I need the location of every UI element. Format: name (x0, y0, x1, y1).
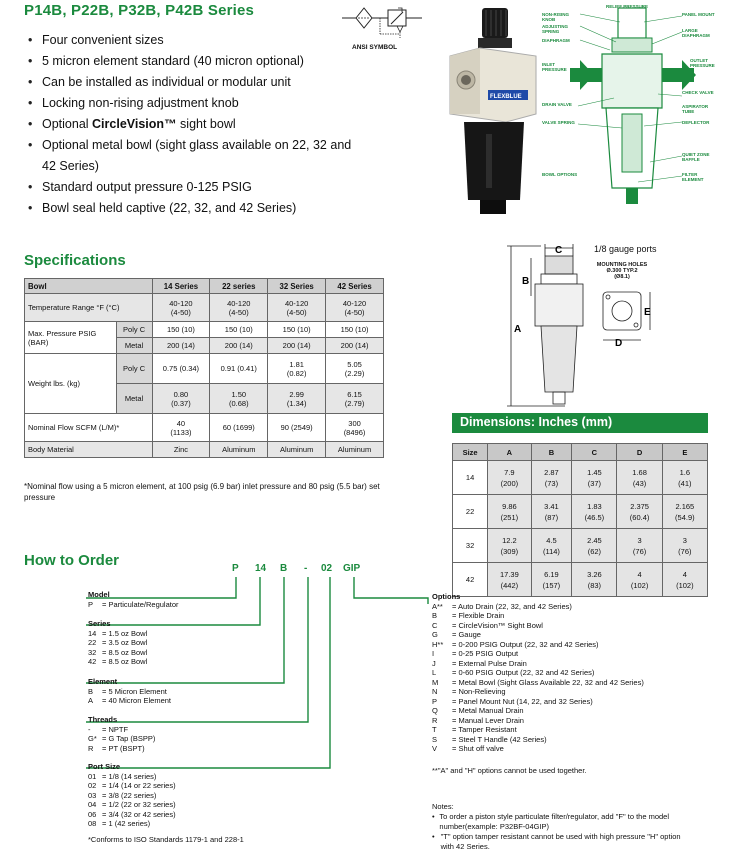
spec-label-flow: Nominal Flow SCFM (L/M)* (25, 414, 153, 442)
group-item-code: 01 (88, 771, 97, 781)
bullet-icon: • (432, 832, 435, 841)
group-item-code: V (432, 744, 438, 753)
spec-cell: 200 (14) (326, 338, 384, 354)
cutaway-diagram (540, 2, 720, 212)
callout-relief: RELIEF PRESSURE (606, 4, 649, 9)
callout-large-diaphragm: LARGE DIAPHRAGM (682, 28, 710, 38)
group-item (88, 810, 176, 820)
group-item-code: J (432, 658, 436, 668)
spec-cell: 60 (1699) (210, 414, 268, 442)
feature-text: sight bowl (176, 117, 236, 131)
spec-cell: 0.80 (0.37) (152, 384, 210, 414)
group-item (88, 638, 147, 648)
group-item-desc: = Non-Relieving (452, 687, 506, 696)
spec-row-flow (25, 414, 384, 442)
group-item-code: G* (88, 734, 97, 743)
group-item (432, 668, 644, 678)
dims-row (453, 529, 708, 563)
dims-cell: 6.19 (157) (531, 563, 572, 597)
group-item-desc: = 1/8 (14 series) (102, 771, 157, 781)
group-item (432, 687, 644, 697)
spec-cell: 40-120 (4-50) (268, 294, 326, 322)
group-item-desc: = 1/2 (22 or 32 series) (102, 800, 176, 809)
feature-item (28, 114, 368, 135)
spec-header-32: 32 Series (268, 279, 326, 294)
feature-item (28, 177, 368, 198)
how-to-order-title: How to Order (24, 552, 120, 569)
spec-cell: 6.15 (2.79) (326, 384, 384, 414)
feature-text: Optional (42, 117, 93, 131)
group-heading: Options (432, 592, 461, 601)
group-item (88, 696, 171, 706)
group-item-code: R (88, 743, 94, 753)
dims-header-e: E (662, 444, 707, 461)
group-item-desc: = 0-25 PSIG Output (452, 649, 519, 658)
feature-item (28, 51, 368, 72)
callout-deflector: DEFLECTOR (682, 120, 710, 125)
spec-cell: 0.91 (0.41) (210, 354, 268, 384)
order-notes (432, 802, 692, 852)
dimensions-table (452, 443, 708, 597)
group-item (432, 697, 644, 707)
group-item-desc: = 1/4 (14 or 22 series) (102, 781, 176, 790)
group-item-code: 04 (88, 800, 97, 809)
group-item-desc: = Tamper Resistant (452, 725, 517, 734)
group-item (432, 706, 644, 716)
mounting-holes-label: MOUNTING HOLES Ø.300 TYP.2 (Ø8.1) (596, 262, 648, 280)
feature-item (28, 72, 368, 93)
dims-cell: 12.2 (309) (488, 529, 531, 563)
dims-header-c: C (572, 444, 617, 461)
dims-cell: 3 (76) (617, 529, 662, 563)
spec-cell: Aluminum (268, 442, 326, 458)
group-item (88, 772, 176, 782)
group-item-desc: = 3/8 (22 series) (102, 790, 157, 800)
spec-cell: 200 (14) (268, 338, 326, 354)
group-item (432, 744, 644, 754)
group-item-desc: = Steel T Handle (42 Series) (452, 734, 547, 744)
feature-text: 5 micron element standard (40 micron optional) (42, 54, 304, 68)
group-item (88, 629, 147, 639)
group-item-code: I (432, 649, 435, 658)
group-item-desc: = 3/4 (32 or 42 series) (102, 809, 176, 819)
group-item-code: A** (432, 601, 443, 611)
group-item (432, 716, 644, 726)
group-item-desc: = Flexible Drain (452, 611, 505, 620)
group-item (88, 800, 176, 810)
callout-drain-valve: DRAIN VALVE (542, 102, 572, 107)
spec-cell: 300 (8496) (326, 414, 384, 442)
group-item (432, 630, 644, 640)
spec-cell: 0.75 (0.34) (152, 354, 210, 384)
order-group-port-size (88, 762, 176, 829)
group-item-desc: = 0-60 PSIG Output (22, 32 and 42 Series) (452, 668, 595, 677)
feature-text: Standard output pressure 0-125 PSIG (42, 180, 252, 194)
dim-letter-a: A (514, 324, 522, 335)
dims-cell: 3.41 (87) (531, 495, 572, 529)
group-item-desc: = Panel Mount Nut (14, 22, and 32 Series) (452, 696, 593, 706)
dims-cell: 1.83 (46.5) (572, 495, 617, 529)
feature-item (28, 156, 368, 177)
dims-cell: 3 (76) (662, 529, 707, 563)
dims-cell: 2.375 (60.4) (617, 495, 662, 529)
group-heading: Port Size (88, 762, 121, 771)
order-code-series: 14 (255, 563, 267, 574)
feature-bold-text: CircleVision™ (92, 117, 177, 131)
group-item-desc: = NPTF (102, 724, 129, 734)
group-item (88, 791, 176, 801)
spec-cell: 150 (10) (152, 322, 210, 338)
group-item-desc: = G Tap (BSPP) (102, 734, 156, 743)
callout-baffle: QUIET ZONE BAFFLE (682, 152, 710, 162)
order-code-options: GIP (343, 563, 361, 574)
spec-cell: Aluminum (326, 442, 384, 458)
feature-item (28, 30, 368, 51)
group-item-desc: = Metal Bowl (Sight Glass Available 22, 32 and 42 Series) (452, 677, 644, 687)
dims-size-cell: 14 (453, 461, 488, 495)
group-item-desc: = 1 (42 series) (102, 819, 151, 828)
specifications-title: Specifications (24, 252, 126, 269)
spec-cell: 40-120 (4-50) (152, 294, 210, 322)
callout-filter: FILTER ELEMENT (682, 172, 704, 182)
dims-row (453, 495, 708, 529)
group-item-desc: = Metal Manual Drain (452, 706, 524, 715)
group-item (432, 621, 644, 631)
dims-cell: 1.68 (43) (617, 461, 662, 495)
feature-text: Optional metal bowl (sight glass available on 22, 32 and (42, 138, 352, 152)
order-code-element: B (280, 563, 288, 574)
spec-cell: 200 (14) (210, 338, 268, 354)
group-heading: Model (88, 590, 110, 599)
spec-cell: Zinc (152, 442, 210, 458)
spec-cell: 1.81 (0.82) (268, 354, 326, 384)
callout-spring: ADJUSTING SPRING (542, 24, 569, 34)
bullet-icon: • (432, 812, 435, 821)
group-item-desc: = 5 Micron Element (102, 686, 167, 696)
spec-row-temperature (25, 294, 384, 322)
spec-cell: 90 (2549) (268, 414, 326, 442)
callout-outlet: OUTLET PRESSURE (690, 58, 715, 68)
dims-row (453, 461, 708, 495)
page-title: P14B, P22B, P32B, P42B Series (24, 2, 255, 19)
group-item (432, 649, 644, 659)
spec-label-weight: Weight lbs. (kg) (25, 354, 117, 414)
group-item (432, 678, 644, 688)
group-heading: Series (88, 619, 111, 628)
group-item-code: P (432, 696, 438, 706)
spec-cell: 40 (1133) (152, 414, 210, 442)
dims-cell: 4 (102) (662, 563, 707, 597)
callout-knob: NON-RISING KNOB (542, 12, 569, 22)
callout-panel-mount: PANEL MOUNT (682, 12, 715, 17)
feature-item (28, 198, 368, 219)
group-item-desc: = 8.5 oz Bowl (102, 647, 148, 657)
group-item-code: 22 (88, 638, 97, 647)
feature-item (28, 93, 368, 114)
group-item-code: P (88, 599, 94, 609)
spec-label-material: Body Material (25, 442, 153, 458)
spec-header-row (25, 279, 384, 294)
dims-cell: 3.26 (83) (572, 563, 617, 597)
spec-sub-poly: Poly C (116, 322, 152, 338)
group-item (432, 735, 644, 745)
callout-check-valve: CHECK VALVE (682, 90, 714, 95)
dims-header-b: B (531, 444, 572, 461)
group-item-code: N (432, 687, 438, 696)
group-item-code: 06 (88, 809, 97, 819)
spec-cell: 150 (10) (268, 322, 326, 338)
dims-cell: 1.45 (37) (572, 461, 617, 495)
group-item-code: - (88, 724, 91, 734)
group-item (432, 611, 644, 621)
group-item-code: 03 (88, 790, 97, 800)
group-item-desc: = Manual Lever Drain (452, 715, 524, 725)
spec-row-material (25, 442, 384, 458)
order-group-threads (88, 715, 155, 753)
group-item-desc: = 1.5 oz Bowl (102, 628, 148, 638)
spec-header-14: 14 Series (152, 279, 210, 294)
dim-letter-c: C (555, 245, 563, 256)
group-item-code: S (432, 734, 438, 744)
group-item-desc: = Shut off valve (452, 744, 504, 753)
spec-header-bowl: Bowl (25, 279, 153, 294)
order-code-port: 02 (321, 563, 333, 574)
order-group-series (88, 619, 147, 667)
group-item-code: G (432, 630, 438, 639)
spec-cell: 40-120 (4-50) (210, 294, 268, 322)
group-item-desc: = 40 Micron Element (102, 696, 171, 705)
spec-footnote: *Nominal flow using a 5 micron element, at 100 psig (6.9 bar) inlet pressure and 80 psig (5.5 bar) set pressure (24, 482, 380, 502)
dims-size-cell: 22 (453, 495, 488, 529)
group-item-code: M (432, 677, 439, 687)
gauge-ports-label: 1/8 gauge ports (594, 244, 657, 254)
dims-cell: 2.87 (73) (531, 461, 572, 495)
spec-cell: 150 (10) (326, 322, 384, 338)
group-item-desc: = External Pulse Drain (452, 658, 527, 668)
group-item (88, 744, 155, 754)
dim-letter-e: E (644, 307, 651, 318)
group-item (88, 725, 155, 735)
feature-text: Bowl seal held captive (22, 32, and 42 Series) (42, 201, 297, 215)
spec-label-temperature: Temperature Range °F (°C) (25, 294, 153, 322)
dims-cell: 1.6 (41) (662, 461, 707, 495)
group-item (88, 657, 147, 667)
callout-aspirator: ASPIRATOR TUBE (682, 104, 709, 114)
callout-diaphragm: DIAPHRAGM (542, 38, 570, 43)
callout-valve-spring: VALVE SPRING (542, 120, 575, 125)
dims-cell: 2.165 (54.9) (662, 495, 707, 529)
group-item-code: 08 (88, 819, 97, 828)
dim-letter-d: D (615, 338, 623, 349)
order-group-model (88, 590, 179, 609)
group-item-code: B (88, 686, 94, 696)
spec-row-pressure-poly (25, 322, 384, 338)
order-code-threads: - (304, 563, 308, 574)
group-item-code: Q (432, 706, 438, 715)
spec-cell: 40-120 (4-50) (326, 294, 384, 322)
dims-header-row (453, 444, 708, 461)
group-item-code: B (432, 611, 438, 620)
callout-bowl-options: BOWL OPTIONS (542, 172, 578, 177)
group-item-code: C (432, 620, 438, 630)
group-item (88, 648, 147, 658)
group-item-desc: = Particulate/Regulator (102, 599, 179, 609)
note-item (432, 812, 692, 832)
feature-text: Can be installed as individual or modular unit (42, 75, 291, 89)
dims-header-size: Size (453, 444, 488, 461)
dims-cell: 7.9 (200) (488, 461, 531, 495)
spec-sub-metal: Metal (116, 384, 152, 414)
dims-cell: 4 (102) (617, 563, 662, 597)
product-image (440, 4, 540, 219)
dims-cell: 17.39 (442) (488, 563, 531, 597)
group-item-code: A (88, 696, 94, 705)
callout-inlet: INLET PRESSURE (542, 62, 567, 72)
dims-size-cell: 32 (453, 529, 488, 563)
feature-item (28, 135, 368, 156)
spec-header-42: 42 Series (326, 279, 384, 294)
spec-cell: 1.50 (0.68) (210, 384, 268, 414)
group-item-code: R (432, 715, 438, 725)
dim-letter-b: B (522, 276, 530, 287)
feature-text: Locking non-rising adjustment knob (42, 96, 239, 110)
spec-sub-metal: Metal (116, 338, 152, 354)
group-heading: Element (88, 677, 118, 686)
group-item-desc: = 0-200 PSIG Output (22, 32 and 42 Series) (452, 639, 599, 649)
group-item (432, 640, 644, 650)
spec-cell: Aluminum (210, 442, 268, 458)
dims-header-a: A (488, 444, 531, 461)
group-item (88, 687, 171, 697)
note-text: To order a piston style particulate filter/regulator, add "F" to the model number(example: P32BF-04GIP) (439, 812, 670, 831)
group-item (432, 602, 644, 612)
ansi-symbol-label: ANSI SYMBOL (352, 44, 398, 51)
group-item-desc: = CircleVision™ Sight Bowl (452, 620, 543, 630)
group-item-code: 32 (88, 647, 97, 657)
spec-header-22: 22 series (210, 279, 268, 294)
spec-sub-poly: Poly C (116, 354, 152, 384)
feature-text: Four convenient sizes (42, 33, 164, 47)
group-item-desc: = Auto Drain (22, 32, and 42 Series) (452, 601, 572, 611)
options-note: **"A" and "H" options cannot be used together. (432, 766, 587, 775)
dims-cell: 2.45 (62) (572, 529, 617, 563)
group-item-desc: = Gauge (452, 630, 481, 639)
group-heading: Threads (88, 715, 118, 724)
note-text: "T" option tamper resistant cannot be used with high pressure "H" option with 42 Series. (440, 832, 681, 851)
iso-note: *Conforms to ISO Standards 1179-1 and 228-1 (88, 835, 244, 844)
group-item-desc: = 8.5 oz Bowl (102, 657, 148, 666)
feature-list (28, 30, 368, 219)
group-item-code: 42 (88, 657, 97, 666)
spec-cell: 2.99 (1.34) (268, 384, 326, 414)
group-item (432, 725, 644, 735)
group-item (88, 819, 176, 829)
dims-header-d: D (617, 444, 662, 461)
order-group-options (432, 592, 644, 754)
product-brand-label: FLEXBLUE (490, 94, 522, 100)
order-group-element (88, 677, 171, 706)
group-item-code: 02 (88, 781, 97, 790)
feature-text: 42 Series) (42, 159, 99, 173)
specifications-table (24, 278, 384, 458)
notes-title: Notes: (432, 802, 454, 811)
dims-size-cell: 42 (453, 563, 488, 597)
spec-row-weight-poly (25, 354, 384, 384)
spec-cell: 150 (10) (210, 322, 268, 338)
group-item (88, 734, 155, 744)
spec-cell: 200 (14) (152, 338, 210, 354)
group-item (432, 659, 644, 669)
dims-cell: 9.86 (251) (488, 495, 531, 529)
group-item-desc: = 3.5 oz Bowl (102, 638, 148, 647)
dims-cell: 4.5 (114) (531, 529, 572, 563)
group-item-code: L (432, 668, 437, 677)
spec-cell: 5.05 (2.29) (326, 354, 384, 384)
group-item-code: H** (432, 639, 444, 649)
group-item-code: T (432, 725, 437, 734)
group-item-desc: = PT (BSPT) (102, 743, 145, 753)
group-item-code: 14 (88, 628, 97, 638)
group-item (88, 600, 179, 610)
order-code-model: P (232, 563, 239, 574)
spec-label-pressure: Max. Pressure PSIG (BAR) (25, 322, 117, 354)
note-item (432, 832, 692, 852)
group-item (88, 781, 176, 791)
dimensions-title: Dimensions: Inches (mm) (452, 413, 708, 433)
